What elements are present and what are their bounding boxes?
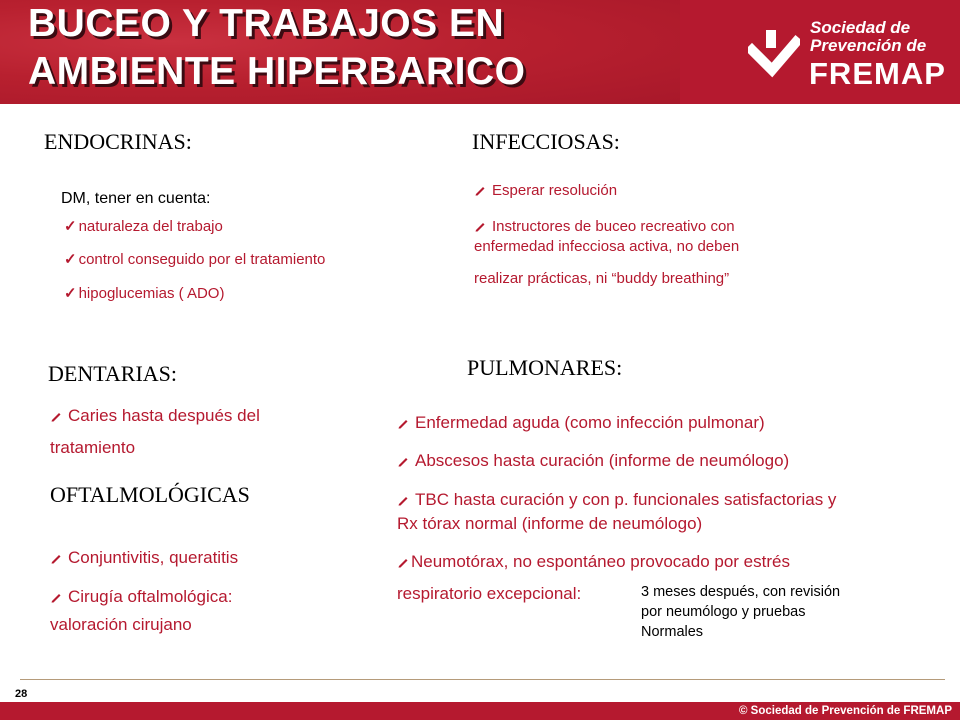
dentarias-item-text: Caries hasta después del — [68, 406, 260, 425]
endocrinas-item-text: hipoglucemias ( ADO) — [78, 285, 225, 302]
infecciosas-item-2-line-1 — [474, 218, 735, 235]
pulmonares-item-3-text: TBC hasta curación y con p. funcionales satisfactorias y — [415, 490, 837, 509]
endocrinas-item-text: naturaleza del trabajo — [78, 218, 223, 235]
copyright-notice: © Sociedad de Prevención de FREMAP — [739, 705, 952, 717]
pulmonares-item-2-text: Abscesos hasta curación (informe de neumólogo) — [415, 451, 790, 470]
infecciosas-item-2-text: Instructores de buceo recreativo con — [492, 218, 735, 235]
pencil-bullet-icon — [397, 556, 409, 568]
oftalmologicas-item-2-text: Cirugía oftalmológica: — [68, 587, 233, 606]
endocrinas-item — [64, 284, 224, 302]
header-banner — [0, 0, 960, 104]
pencil-bullet-icon — [50, 410, 62, 422]
logo-brand-name: FREMAP — [809, 56, 946, 91]
dentarias-heading — [48, 361, 177, 387]
pencil-bullet-icon — [474, 184, 486, 196]
pencil-bullet-icon — [397, 494, 409, 506]
oftalmologicas-heading: OFTALMOLÓGICAS — [50, 482, 250, 507]
page-number: 28 — [15, 688, 28, 700]
infecciosas-item-2-line-2: enfermedad infecciosa activa, no deben — [474, 238, 740, 255]
pulmonares-note-line-2: por neumólogo y pruebas — [641, 604, 806, 620]
pulmonares-note — [641, 582, 840, 642]
logo-text-line-1: Sociedad de — [810, 18, 911, 37]
dentarias-item-line-1 — [50, 406, 260, 426]
infecciosas-item-1 — [474, 182, 617, 199]
check-icon: ✓ — [64, 218, 77, 235]
pulmonares-note-line-3: Normales — [641, 624, 704, 640]
pulmonares-item-2 — [397, 451, 789, 471]
endocrinas-item-text: control conseguido por el tratamiento — [78, 251, 326, 268]
oftalmologicas-item-1-text: Conjuntivitis, queratitis — [68, 548, 239, 567]
pulmonares-note-line-1: 3 meses después, con revisión — [641, 584, 841, 600]
oftalmologicas-item-2-line-2: valoración cirujano — [50, 615, 192, 634]
logo-text-line-2: Prevención de — [810, 36, 927, 55]
dentarias-heading-colon: : — [170, 361, 178, 386]
infecciosas-item-1-text: Esperar resolución — [492, 182, 618, 199]
pulmonares-item-1-text: Enfermedad aguda (como infección pulmonar) — [415, 413, 765, 432]
pencil-bullet-icon — [397, 417, 409, 429]
pencil-bullet-icon — [474, 220, 486, 232]
endocrinas-item — [64, 250, 325, 268]
check-icon: ✓ — [64, 285, 77, 302]
endocrinas-heading: ENDOCRINAS: — [44, 129, 192, 154]
pencil-bullet-icon — [50, 552, 62, 564]
pulmonares-heading: PULMONARES: — [467, 355, 623, 380]
pulmonares-item-4-text: Neumotórax, no espontáneo provocado por estrés — [411, 552, 790, 571]
footer-divider — [20, 679, 945, 680]
endocrinas-item — [64, 217, 223, 235]
oftalmologicas-item-1 — [50, 548, 238, 568]
pulmonares-item-1 — [397, 413, 765, 433]
pencil-bullet-icon — [50, 591, 62, 603]
infecciosas-heading: INFECCIOSAS: — [472, 129, 620, 154]
check-icon: ✓ — [64, 251, 77, 268]
endocrinas-intro: DM, tener en cuenta: — [61, 190, 211, 207]
oftalmologicas-item-2-line-1 — [50, 587, 232, 607]
dentarias-heading-text: DENTARIAS — [48, 361, 171, 386]
pencil-bullet-icon — [397, 455, 409, 467]
title-line-1: BUCEO Y TRABAJOS EN — [28, 2, 505, 45]
pulmonares-item-4-line-1 — [397, 552, 790, 572]
pulmonares-item-3-line-1 — [397, 490, 836, 510]
title-line-2: AMBIENTE HIPERBARICO — [28, 50, 526, 93]
fremap-logo-icon — [748, 28, 800, 80]
infecciosas-item-2-line-3: realizar prácticas, ni “buddy breathing” — [474, 270, 730, 287]
pulmonares-item-4-line-2: respiratorio excepcional: — [397, 584, 582, 603]
pulmonares-item-3-line-2: Rx tórax normal (informe de neumólogo) — [397, 514, 703, 533]
dentarias-item-line-2: tratamiento — [50, 438, 136, 457]
